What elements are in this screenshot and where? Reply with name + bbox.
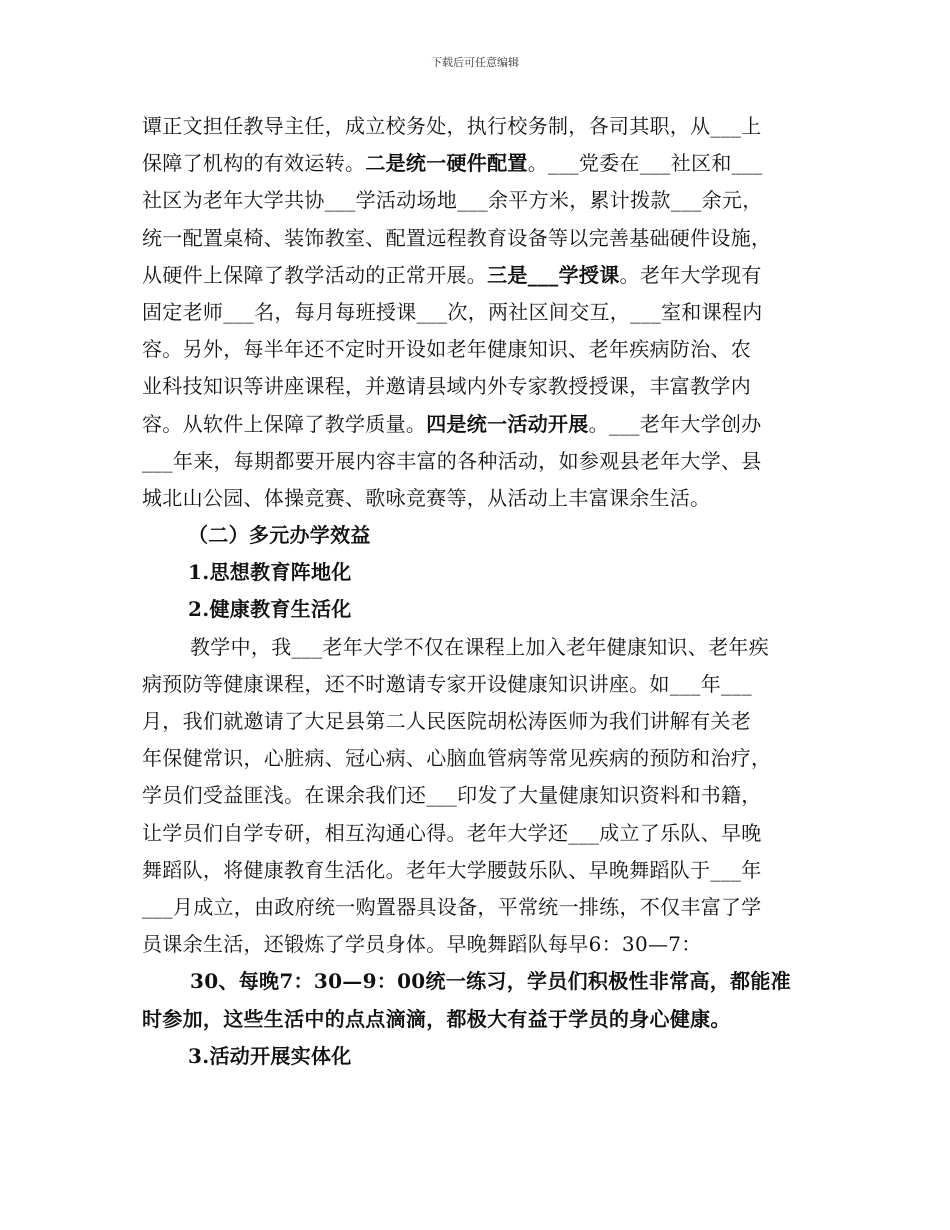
paragraph-line (142, 406, 822, 443)
paragraph-line-bold: 时参加，这些生活中的点点滴滴，都极大有益于学员的身心健康。 (142, 1006, 731, 1031)
paragraph-line: ___月成立，由政府统一购置器具设备，平常统一排练，不仅丰富了学 (142, 894, 762, 919)
subheading-activities: 3.活动开展实体化 (188, 1043, 352, 1068)
paragraph-line (142, 443, 822, 480)
bold-run: 四是统一活动开展 (426, 411, 589, 436)
paragraph-line: 年保健常识，心脏病、冠心病、心脑血管病等常见疾病的预防和治疗， (142, 746, 772, 771)
paragraph-line (142, 182, 822, 219)
paragraph-line: 学员们受益匪浅。在课余我们还___印发了大量健康知识资料和书籍， (142, 783, 762, 808)
paragraph-line (142, 145, 822, 182)
section-heading: （二）多元办学效益 (188, 523, 371, 548)
text-run: 容。另外，每半年还不定时开设如老年健康知识、老年疾病防治、农 (142, 337, 751, 362)
paragraph-line (142, 368, 822, 405)
paragraph-line (142, 257, 822, 294)
bold-run: 三是___学授课 (487, 262, 620, 287)
text-run: 保障了机构的有效运转。 (142, 151, 366, 176)
text-run: 固定老师___名，每月每班授课___次，两社区间交互，___室和课程内 (142, 299, 763, 324)
text-run: 。老年大学现有 (619, 262, 762, 287)
paragraph-practice-schedule (142, 963, 822, 1037)
paragraph-line (142, 480, 822, 517)
paragraph-line: 舞蹈队，将健康教育生活化。老年大学腰鼓乐队、早晚舞蹈队于___年 (142, 857, 762, 882)
text-run: 。___老年大学创办 (588, 411, 762, 436)
text-run: 从硬件上保障了教学活动的正常开展。 (142, 262, 488, 287)
bold-run: 二是统一硬件配置 (365, 151, 528, 176)
paragraph-line: 教学中，我___老年大学不仅在课程上加入老年健康知识、老年疾 (190, 634, 769, 659)
document-body (142, 108, 822, 1075)
text-run: 社区为老年大学共协___学活动场地___余平方米，累计拨款___余元， (142, 188, 763, 213)
subheading-health-education: 2.健康教育生活化 (188, 597, 352, 622)
paragraph-line (142, 331, 822, 368)
text-run: 业科技知识等讲座课程，并邀请县域内外专家教授授课，丰富教学内 (142, 374, 751, 399)
paragraph-line (142, 220, 822, 257)
text-run: ___年来，每期都要开展内容丰富的各种活动，如参观县老年大学、县 (142, 448, 762, 473)
paragraph-line: 病预防等健康课程，还不时邀请专家开设健康知识讲座。如___年___ (142, 671, 752, 696)
paragraph-line: 员课余生活，还锻炼了学员身体。早晚舞蹈队每早6：30—7： (142, 932, 702, 957)
text-run: 。___党委在___社区和___ (527, 151, 763, 176)
text-run: 谭正文担任教导主任，成立校务处，执行校务制，各司其职，从___上 (142, 114, 762, 138)
paragraph-line (142, 294, 822, 331)
text-run: 统一配置桌椅、装饰教室、配置远程教育设备等以完善基础硬件设施， (142, 225, 772, 250)
paragraph-line: 让学员们自学专研，相互沟通心得。老年大学还___成立了乐队、早晚 (142, 820, 762, 845)
paragraph-line-bold: 30、每晚7：30—9：00统一练习，学员们积极性非常高，都能准 (190, 969, 791, 994)
page-header: 下载后可任意编辑 (431, 56, 519, 69)
text-run: 城北山公园、体操竞赛、歌咏竞赛等，从活动上丰富课余生活。 (142, 485, 711, 510)
subheading-ideological-education: 1.思想教育阵地化 (188, 560, 352, 585)
paragraph-line: 月，我们就邀请了大足县第二人民医院胡松涛医师为我们讲解有关老 (142, 709, 751, 733)
text-run: 容。从软件上保障了教学质量。 (142, 411, 427, 436)
paragraph-health-education (142, 629, 822, 964)
paragraph-line (142, 108, 822, 145)
paragraph-unified-management (142, 108, 822, 517)
